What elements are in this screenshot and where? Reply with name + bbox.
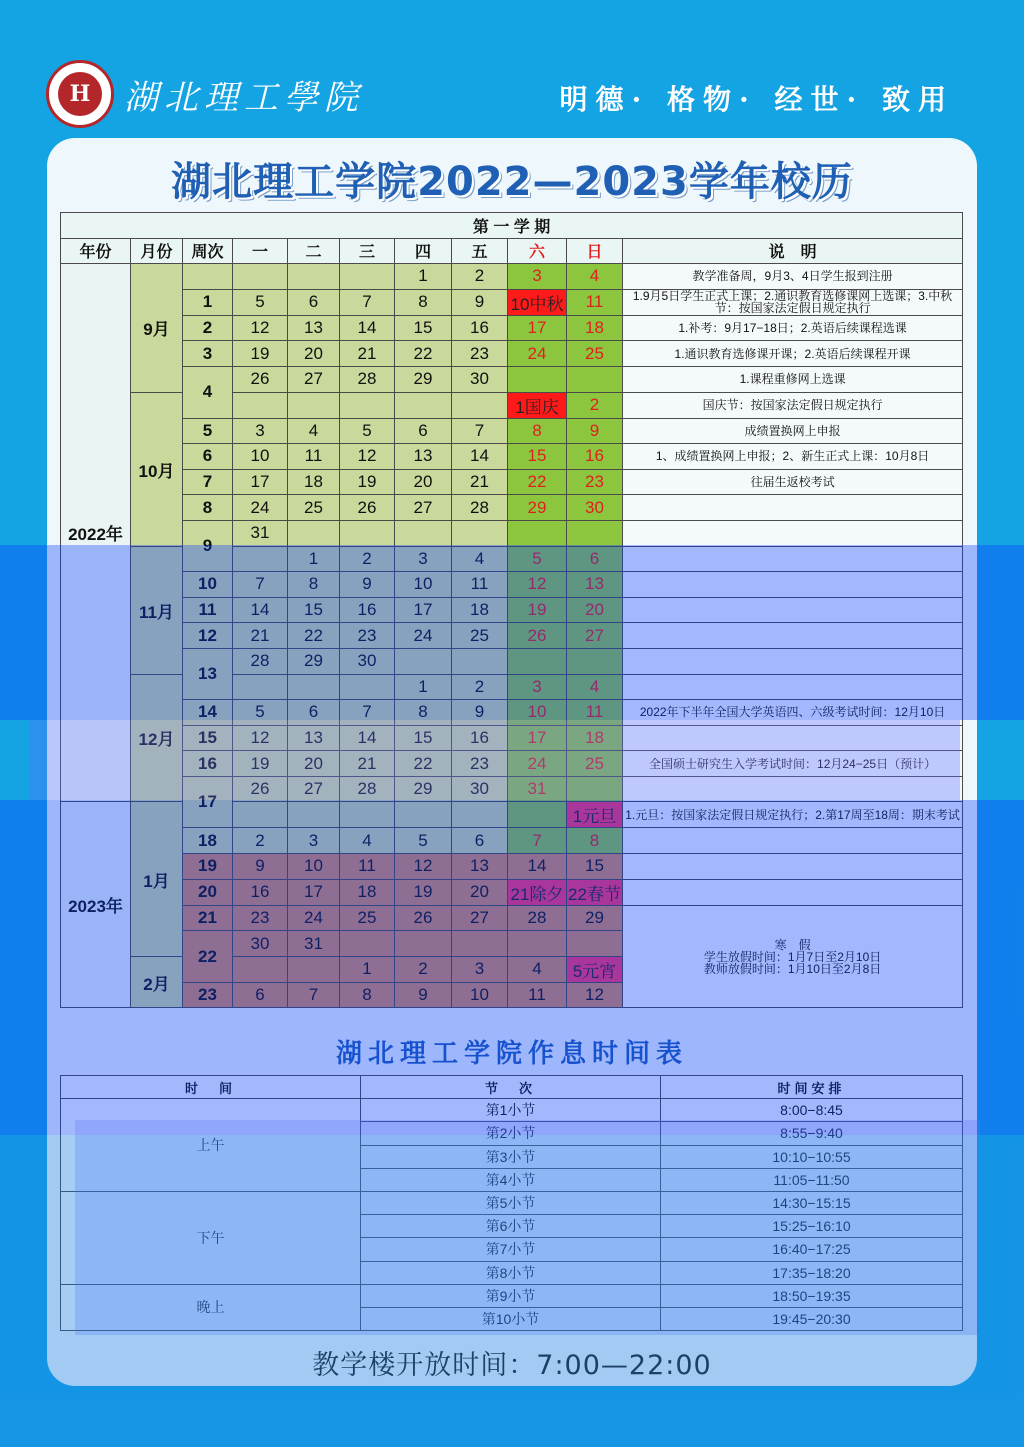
day-cell: 11: [340, 854, 395, 880]
period-cell: 下午: [61, 1191, 361, 1284]
day-cell: 5: [233, 289, 288, 315]
day-cell: 20: [288, 341, 340, 367]
note-cell: [623, 495, 963, 521]
day-cell: 19: [233, 751, 288, 777]
day-cell: 17: [508, 315, 567, 341]
week-cell: 19: [183, 854, 233, 880]
day-cell: 29: [395, 366, 452, 392]
column-header: 六: [508, 238, 567, 264]
day-cell: 28: [233, 648, 288, 674]
day-cell: 22春节: [567, 879, 623, 905]
day-cell: 30: [567, 495, 623, 521]
month-cell: 2月: [131, 956, 183, 1008]
class-time: 19:45−20:30: [661, 1307, 963, 1330]
day-cell: 24: [508, 341, 567, 367]
day-cell: 15: [395, 315, 452, 341]
day-cell: 11: [567, 289, 623, 315]
day-cell: 13: [288, 315, 340, 341]
class-period: 第2小节: [361, 1122, 661, 1145]
day-cell: 27: [452, 905, 508, 931]
day-cell: 27: [395, 495, 452, 521]
class-time: 16:40−17:25: [661, 1238, 963, 1261]
winter-note: 教师放假时间：1月10日至2月8日: [703, 961, 882, 976]
day-cell: 30: [452, 366, 508, 392]
day-cell: 9: [340, 572, 395, 598]
day-cell: [288, 392, 340, 418]
class-time: 17:35−18:20: [661, 1261, 963, 1284]
day-cell: 28: [340, 776, 395, 802]
day-cell: 22: [288, 623, 340, 649]
note-cell: 1.通识教育选修课开课；2.英语后续课程开课: [623, 341, 963, 367]
day-cell: 28: [340, 366, 395, 392]
day-cell: 5: [395, 828, 452, 854]
table-row: [61, 495, 963, 521]
day-cell: 4: [508, 956, 567, 982]
day-cell: 8: [288, 572, 340, 598]
class-period: 第10小节: [361, 1307, 661, 1330]
class-time: 10:10−10:55: [661, 1145, 963, 1168]
day-cell: [508, 366, 567, 392]
day-cell: 20: [288, 751, 340, 777]
note-cell: 1.补考：9月17−18日；2.英语后续课程选课: [623, 315, 963, 341]
class-time: 8:55−9:40: [661, 1122, 963, 1145]
day-cell: 8: [508, 418, 567, 444]
day-cell: 28: [452, 495, 508, 521]
day-cell: 21除夕: [508, 879, 567, 905]
class-time: 15:25−16:10: [661, 1215, 963, 1238]
day-cell: 23: [452, 341, 508, 367]
day-cell: 15: [395, 725, 452, 751]
note-cell: 1.元旦：按国家法定假日规定执行；2.第17周至18周：期末考试: [623, 802, 963, 828]
day-cell: 14: [340, 725, 395, 751]
day-cell: 12: [340, 444, 395, 470]
day-cell: 9: [567, 418, 623, 444]
day-cell: 14: [233, 597, 288, 623]
day-cell: 16: [567, 444, 623, 470]
period-cell: 上午: [61, 1099, 361, 1192]
class-period: 第9小节: [361, 1284, 661, 1307]
overlay-band: [30, 720, 960, 800]
day-cell: 22: [508, 469, 567, 495]
column-header: 一: [233, 238, 288, 264]
day-cell: 17: [233, 469, 288, 495]
school-name: 湖北理工學院: [124, 78, 364, 118]
week-cell: 9: [183, 520, 233, 571]
day-cell: 6: [395, 418, 452, 444]
day-cell: 16: [452, 725, 508, 751]
note-cell: 国庆节：按国家法定假日规定执行: [623, 392, 963, 418]
day-cell: 22: [395, 751, 452, 777]
column-header: 日: [567, 238, 623, 264]
day-cell: 12: [567, 982, 623, 1008]
week-cell: 21: [183, 905, 233, 931]
class-period: 第8小节: [361, 1261, 661, 1284]
day-cell: [288, 520, 340, 546]
overlay-band: [0, 800, 1024, 1135]
day-cell: 29: [508, 495, 567, 521]
day-cell: 19: [340, 469, 395, 495]
day-cell: 25: [452, 623, 508, 649]
day-cell: 18: [340, 879, 395, 905]
day-cell: 30: [233, 931, 288, 957]
day-cell: 14: [452, 444, 508, 470]
table-row: [61, 444, 963, 470]
day-cell: [288, 264, 340, 290]
day-cell: 5元宵: [567, 956, 623, 982]
day-cell: 26: [233, 776, 288, 802]
note-cell: 全国硕士研究生入学考试时间：12月24−25日（预计）: [623, 751, 963, 777]
table-row: [61, 366, 963, 392]
day-cell: 13: [395, 444, 452, 470]
day-cell: 18: [288, 469, 340, 495]
day-cell: 5: [233, 700, 288, 726]
day-cell: 1: [340, 956, 395, 982]
page-title: 湖北理工学院2022—2023学年校历: [171, 159, 853, 205]
year-cell: 2022年: [61, 264, 131, 802]
day-cell: 14: [508, 854, 567, 880]
day-cell: [340, 264, 395, 290]
table-row: [61, 264, 963, 290]
week-cell: 10: [183, 572, 233, 598]
day-cell: 7: [452, 418, 508, 444]
day-cell: 16: [233, 879, 288, 905]
class-time: 8:00−8:45: [661, 1099, 963, 1122]
table-row: [61, 315, 963, 341]
month-cell: 12月: [131, 674, 183, 802]
day-cell: 11: [452, 572, 508, 598]
day-cell: 17: [508, 725, 567, 751]
day-cell: 21: [452, 469, 508, 495]
day-cell: 31: [233, 520, 288, 546]
week-cell: 14: [183, 700, 233, 726]
day-cell: 18: [452, 597, 508, 623]
week-cell: 20: [183, 879, 233, 905]
week-cell: 13: [183, 648, 233, 699]
day-cell: 10: [508, 700, 567, 726]
day-cell: 11: [288, 444, 340, 470]
day-cell: 7: [508, 828, 567, 854]
day-cell: 9: [452, 289, 508, 315]
day-cell: 21: [340, 341, 395, 367]
column-header: 年份: [61, 238, 131, 264]
month-cell: 1月: [131, 802, 183, 956]
day-cell: 13: [452, 854, 508, 880]
day-cell: 29: [395, 776, 452, 802]
schedule-header: 时间安排: [661, 1076, 963, 1099]
day-cell: 1: [395, 264, 452, 290]
day-cell: 8: [340, 982, 395, 1008]
column-header: 五: [452, 238, 508, 264]
day-cell: 2: [395, 956, 452, 982]
week-cell: 4: [183, 366, 233, 418]
day-cell: 23: [567, 469, 623, 495]
day-cell: 6: [233, 982, 288, 1008]
day-cell: 4: [288, 418, 340, 444]
day-cell: 7: [340, 289, 395, 315]
week-cell: 3: [183, 341, 233, 367]
table-row: [61, 469, 963, 495]
day-cell: [233, 392, 288, 418]
day-cell: 13: [567, 572, 623, 598]
day-cell: 26: [233, 366, 288, 392]
day-cell: 10: [452, 982, 508, 1008]
day-cell: 24: [508, 751, 567, 777]
day-cell: 16: [452, 315, 508, 341]
day-cell: 23: [340, 623, 395, 649]
day-cell: 9: [452, 700, 508, 726]
day-cell: 12: [233, 315, 288, 341]
day-cell: 27: [288, 776, 340, 802]
day-cell: 21: [340, 751, 395, 777]
day-cell: 18: [567, 725, 623, 751]
day-cell: 24: [233, 495, 288, 521]
note-cell: [623, 520, 963, 546]
class-period: 第3小节: [361, 1145, 661, 1168]
day-cell: 17: [288, 879, 340, 905]
day-cell: 1元旦: [567, 802, 623, 828]
day-cell: 11: [567, 700, 623, 726]
day-cell: 10中秋: [508, 289, 567, 315]
day-cell: 25: [567, 341, 623, 367]
day-cell: 30: [340, 648, 395, 674]
day-cell: 8: [395, 700, 452, 726]
day-cell: 13: [288, 725, 340, 751]
day-cell: 15: [288, 597, 340, 623]
note-cell: 1、成绩置换网上申报；2、新生正式上课：10月8日: [623, 444, 963, 470]
day-cell: 1: [288, 546, 340, 572]
week-cell: 2: [183, 315, 233, 341]
day-cell: 3: [288, 828, 340, 854]
day-cell: 17: [395, 597, 452, 623]
schedule-header: 节 次: [361, 1076, 661, 1099]
day-cell: 12: [508, 572, 567, 598]
column-header: 月份: [131, 238, 183, 264]
day-cell: 15: [567, 854, 623, 880]
table-row: [61, 418, 963, 444]
column-header: 二: [288, 238, 340, 264]
week-cell: 17: [183, 776, 233, 828]
day-cell: 9: [395, 982, 452, 1008]
column-header: 四: [395, 238, 452, 264]
day-cell: 3: [452, 956, 508, 982]
day-cell: 3: [233, 418, 288, 444]
day-cell: 8: [567, 828, 623, 854]
day-cell: 4: [567, 674, 623, 700]
semester-header: 第 一 学 期: [61, 213, 963, 239]
day-cell: 3: [508, 264, 567, 290]
period-cell: 晚上: [61, 1284, 361, 1330]
note-cell: 往届生返校考试: [623, 469, 963, 495]
day-cell: 25: [340, 905, 395, 931]
day-cell: 23: [233, 905, 288, 931]
day-cell: 12: [395, 854, 452, 880]
day-cell: 12: [233, 725, 288, 751]
column-header: 周次: [183, 238, 233, 264]
day-cell: 29: [567, 905, 623, 931]
day-cell: [395, 392, 452, 418]
week-cell: 7: [183, 469, 233, 495]
day-cell: [395, 520, 452, 546]
day-cell: 6: [288, 289, 340, 315]
day-cell: 26: [395, 905, 452, 931]
day-cell: 31: [288, 931, 340, 957]
building-open-time: 教学楼开放时间：7:00—22:00: [312, 1350, 712, 1381]
week-cell: 16: [183, 751, 233, 777]
day-cell: [567, 520, 623, 546]
class-time: 18:50−19:35: [661, 1284, 963, 1307]
year-cell: 2023年: [61, 802, 131, 1008]
day-cell: 20: [395, 469, 452, 495]
class-period: 第1小节: [361, 1099, 661, 1122]
day-cell: [452, 520, 508, 546]
day-cell: 9: [233, 854, 288, 880]
day-cell: 25: [567, 751, 623, 777]
day-cell: [452, 392, 508, 418]
day-cell: 7: [340, 700, 395, 726]
schedule-header: 时 间: [61, 1076, 361, 1099]
week-cell: 22: [183, 931, 233, 983]
day-cell: 10: [395, 572, 452, 598]
day-cell: 26: [508, 623, 567, 649]
day-cell: [508, 520, 567, 546]
school-motto: 明德· 格物· 经世· 致用: [559, 83, 954, 116]
week-cell: 5: [183, 418, 233, 444]
day-cell: [340, 392, 395, 418]
note-cell: 成绩置换网上申报: [623, 418, 963, 444]
day-cell: 19: [395, 879, 452, 905]
day-cell: 20: [452, 879, 508, 905]
winter-note: 学生放假时间：1月7日至2月10日: [703, 949, 882, 964]
column-header: 说 明: [623, 238, 963, 264]
day-cell: 2: [340, 546, 395, 572]
week-cell: 12: [183, 623, 233, 649]
day-cell: 18: [567, 315, 623, 341]
class-period: 第7小节: [361, 1238, 661, 1261]
day-cell: 27: [567, 623, 623, 649]
day-cell: 7: [288, 982, 340, 1008]
logo-emblem: H: [58, 72, 102, 116]
day-cell: 16: [340, 597, 395, 623]
week-cell: [183, 264, 233, 290]
day-cell: 1国庆: [508, 392, 567, 418]
day-cell: 10: [288, 854, 340, 880]
class-time: 14:30−15:15: [661, 1191, 963, 1214]
day-cell: 19: [233, 341, 288, 367]
school-logo: [46, 60, 114, 128]
day-cell: 24: [288, 905, 340, 931]
day-cell: [233, 264, 288, 290]
class-time: 11:05−11:50: [661, 1168, 963, 1191]
week-cell: 1: [183, 289, 233, 315]
day-cell: 28: [508, 905, 567, 931]
day-cell: 26: [340, 495, 395, 521]
day-cell: 5: [340, 418, 395, 444]
day-cell: 8: [395, 289, 452, 315]
day-cell: 6: [567, 546, 623, 572]
schedule-title: 湖北理工学院作息时间表: [335, 1039, 688, 1069]
week-cell: 6: [183, 444, 233, 470]
note-cell: 1.课程重修网上选课: [623, 366, 963, 392]
day-cell: 2: [567, 392, 623, 418]
day-cell: 23: [452, 751, 508, 777]
column-header: 三: [340, 238, 395, 264]
day-cell: 1: [395, 674, 452, 700]
month-cell: 10月: [131, 392, 183, 546]
day-cell: 4: [567, 264, 623, 290]
day-cell: 6: [452, 828, 508, 854]
day-cell: 5: [508, 546, 567, 572]
week-cell: 18: [183, 828, 233, 854]
day-cell: 14: [340, 315, 395, 341]
day-cell: 21: [233, 623, 288, 649]
day-cell: 2: [452, 264, 508, 290]
class-period: 第5小节: [361, 1191, 661, 1214]
day-cell: 6: [288, 700, 340, 726]
note-cell: 2022年下半年全国大学英语四、六级考试时间：12月10日: [623, 700, 963, 726]
week-cell: 8: [183, 495, 233, 521]
header: [0, 0, 1024, 135]
note-cell: 1.9月5日学生正式上课；2.通识教育选修课网上选课；3.中秋节：按国家法定假日规定执行: [623, 289, 963, 315]
overlay-band: [0, 545, 1024, 720]
day-cell: 30: [452, 776, 508, 802]
table-row: [61, 341, 963, 367]
winter-break-label: 寒 假: [774, 937, 811, 952]
day-cell: 7: [233, 572, 288, 598]
overlay-band: [0, 1135, 1024, 1447]
day-cell: 31: [508, 776, 567, 802]
day-cell: 22: [395, 341, 452, 367]
table-row: [61, 289, 963, 315]
day-cell: 29: [288, 648, 340, 674]
day-cell: [567, 366, 623, 392]
day-cell: 19: [508, 597, 567, 623]
day-cell: 25: [288, 495, 340, 521]
week-cell: 23: [183, 982, 233, 1008]
note-cell: 教学准备周，9月3、4日学生报到注册: [623, 264, 963, 290]
day-cell: 24: [395, 623, 452, 649]
day-cell: 27: [288, 366, 340, 392]
day-cell: 15: [508, 444, 567, 470]
day-cell: 4: [452, 546, 508, 572]
day-cell: 2: [452, 674, 508, 700]
day-cell: 4: [340, 828, 395, 854]
day-cell: [340, 520, 395, 546]
day-cell: 10: [233, 444, 288, 470]
day-cell: 20: [567, 597, 623, 623]
day-cell: 2: [233, 828, 288, 854]
month-cell: 11月: [131, 546, 183, 674]
day-cell: 3: [508, 674, 567, 700]
class-period: 第4小节: [361, 1168, 661, 1191]
class-period: 第6小节: [361, 1215, 661, 1238]
month-cell: 9月: [131, 264, 183, 392]
table-row: [61, 520, 963, 546]
week-cell: 15: [183, 725, 233, 751]
day-cell: 11: [508, 982, 567, 1008]
week-cell: 11: [183, 597, 233, 623]
day-cell: 3: [395, 546, 452, 572]
